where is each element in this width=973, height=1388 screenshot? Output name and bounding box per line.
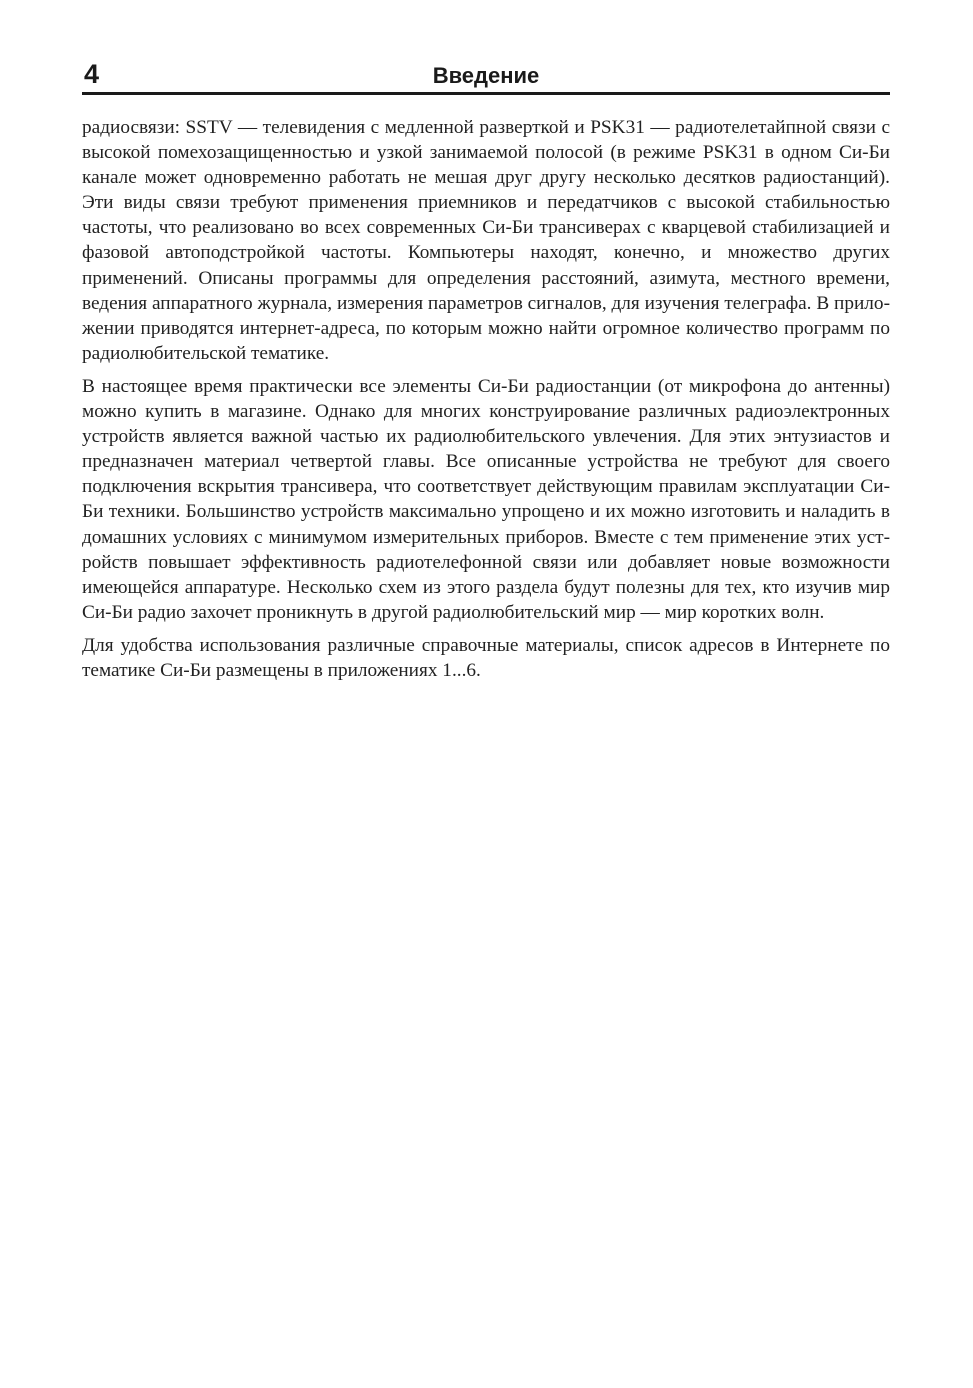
book-page — [82, 56, 890, 691]
paragraph-1: радиосвязи: SSTV — телевидения с медленной разверткой и PSK31 — радиотелетайпной связи с высокой помехозащищенностью и узкой занимаемой полосой (в режиме PSK31 в одном Си-Би канале может одновременно работать не мешая друг другу несколько десятков радиостанций). Эти виды связи требуют применения приемников и передатчиков с высокой стабильностью частоты, что реализовано во всех современных Си-Би трансиверах с кварцевой стабилизацией и фазовой автоподстройкой частоты. Компьютеры находят, конечно, и множество других применений. Описаны программы для определения расстояний, азимута, местного времени, ведения аппаратного журнала, измерения параметров сигналов, для изучения телеграфа. В приложении приводятся интернет-адреса, по которым можно найти огромное количество программ по радиолюбительской тематике. — [82, 117, 890, 364]
paragraph-2: В настоящее время практически все элементы Си-Би радиостанции (от микрофона до антенны) можно купить в магазине. Однако для многих конструирование различных радиоэлектронных устройств является важной частью их радиолюбительского увлечения. Для этих энтузиастов и предназначен материал четвертой главы. Все описанные устройства не требуют для своего подключения вскрытия трансивера, что соответствует действующим правилам эксплуатации Си-Би техники. Большинство устройств максимально упрощено и их можно изготовить и наладить в домашних условиях с минимумом измерительных приборов. Вместе с тем применение этих устройств повышает эффективность радиотелефонной связи или добавляет новые возможности имеющейся аппаратуре. Несколько схем из этого раздела будут полезны для тех, кто изучив мир Си-Би радио захочет проникнуть в другой радиолюбительский мир — мир коротких волн. — [82, 375, 890, 623]
body-text — [82, 115, 890, 683]
chapter-title: Введение — [432, 63, 540, 88]
paragraph-3: Для удобства использования различные справочные материалы, список адресов в Интернете по тематике Си-Би размещены в приложениях 1...6. — [82, 634, 890, 681]
running-head — [82, 56, 890, 95]
page-number: 4 — [84, 59, 100, 89]
